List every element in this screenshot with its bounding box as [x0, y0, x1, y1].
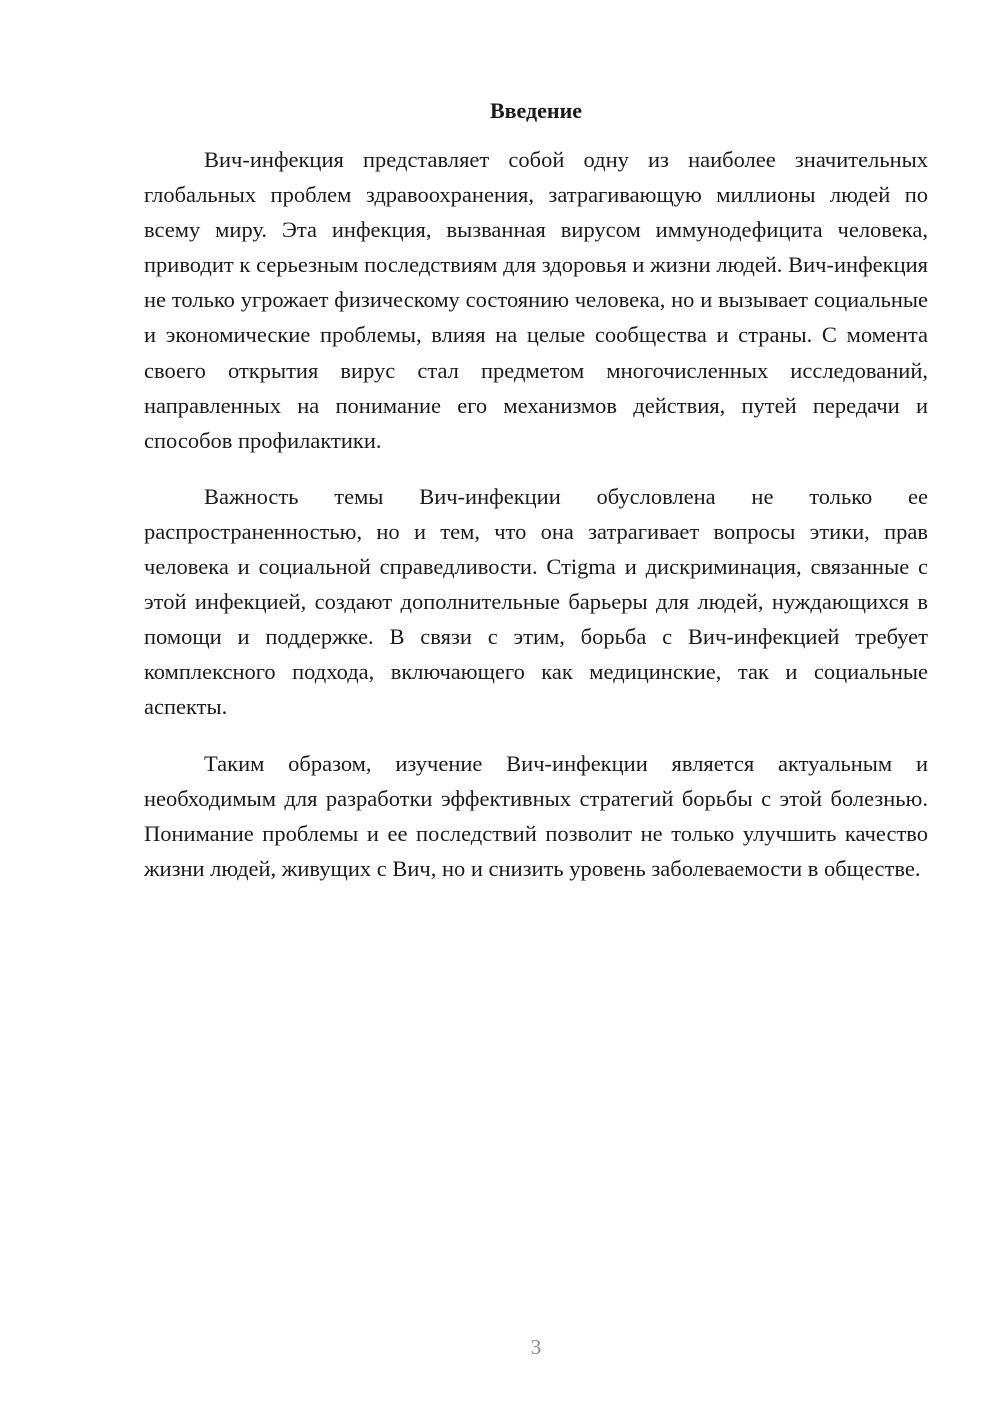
section-body: [144, 142, 928, 907]
paragraph-importance: Важность темы Вич-инфекции обусловлена не только ее распространенностью, но и тем, что она затрагивает вопросы этики, прав человека и социальной справедливости. Стigma и дискриминация, связанные с этой инфекцией, создают дополнительные барьеры для людей, нуждающихся в помощи и поддержке. В связи с этим, борьба с Вич-инфекцией требует комплексного подхода, включающего как медицинские, так и социальные аспекты.: [144, 483, 928, 720]
page-number: 3: [530, 1335, 542, 1359]
paragraph-conclusion: Таким образом, изучение Вич-инфекции является актуальным и необходимым для разработки эффективных стратегий борьбы с этой болезнью. Понимание проблемы и ее последствий позволит не только улучшить качество жизни людей, живущих с Вич, но и снизить уровень заболеваемости в обществе.: [144, 750, 928, 881]
paragraph-introduction: Вич-инфекция представляет собой одну из наиболее значительных глобальных проблем здравоохранения, затрагивающую миллионы людей по всему миру. Эта инфекция, вызванная вирусом иммунодефицита человека, приводит к серьезным последствиям для здоровья и жизни людей. Вич-инфекция не только угрожает физическому состоянию человека, но и вызывает социальные и экономические проблемы, влияя на целые сообщества и страны. С момента своего открытия вирус стал предметом многочисленных исследований, направленных на понимание его механизмов действия, путей передачи и способов профилактики.: [144, 147, 928, 453]
section-heading: Введение: [489, 98, 583, 123]
